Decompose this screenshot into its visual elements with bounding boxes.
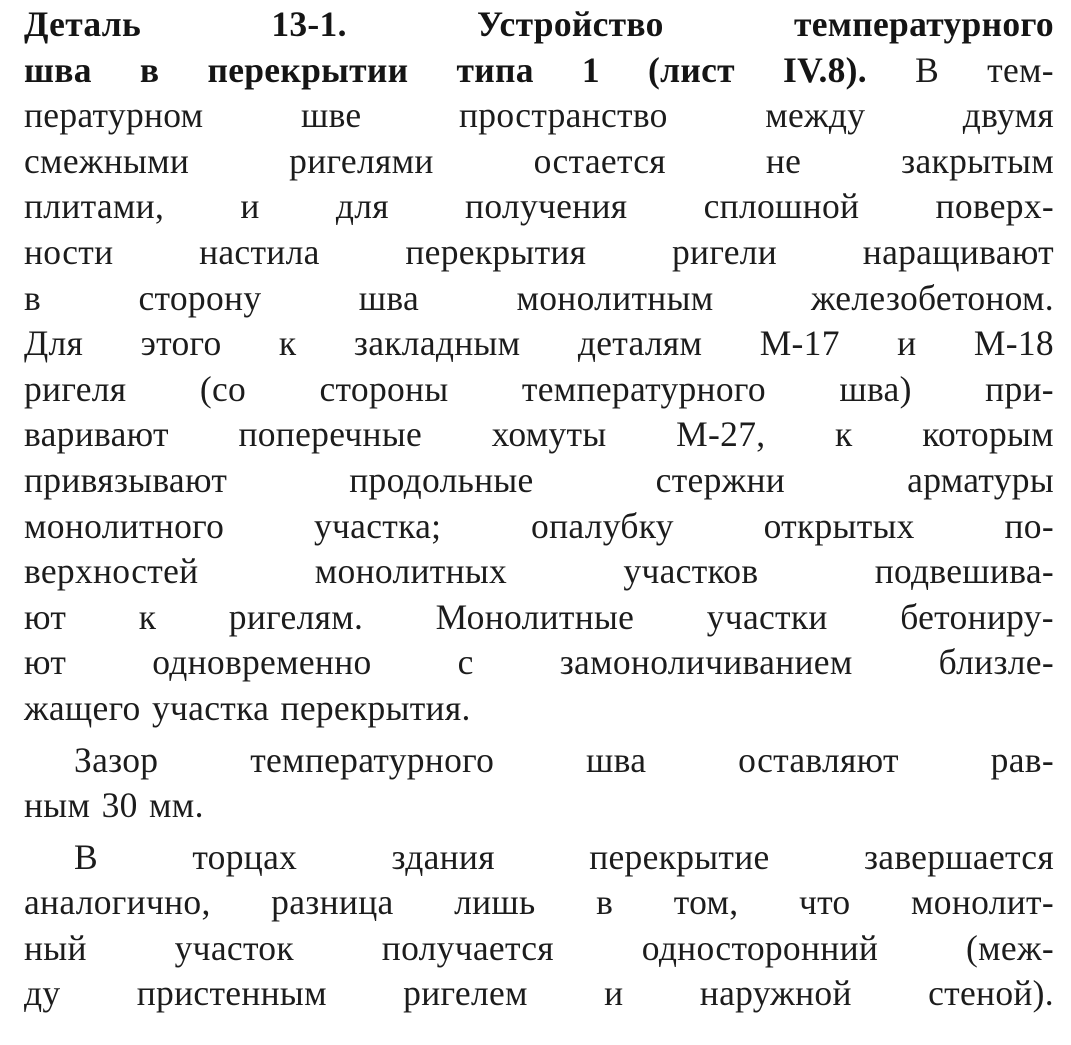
word: ный	[24, 927, 87, 968]
word: 30	[101, 785, 138, 826]
word: двумя	[962, 95, 1054, 136]
text-line	[24, 139, 1054, 185]
word: (со	[199, 368, 247, 409]
text-line	[24, 926, 1054, 972]
word: ригелями	[289, 140, 434, 181]
word: стороны	[319, 368, 449, 409]
word: шва	[586, 739, 647, 780]
word: аналогично,	[24, 882, 211, 923]
word: шва)	[839, 368, 912, 409]
word: здания	[391, 836, 495, 877]
word: В	[74, 836, 98, 877]
word: наружной	[699, 973, 852, 1014]
word: смежными	[24, 140, 190, 181]
word: железобетоном.	[810, 277, 1054, 318]
word: пературном	[24, 95, 204, 136]
word: замоноличиванием	[559, 642, 853, 683]
word: шве	[300, 95, 362, 136]
word: стеной).	[928, 973, 1054, 1014]
word: лишь	[454, 882, 536, 923]
word: получается	[381, 927, 554, 968]
word: участки	[706, 596, 828, 637]
word: стержни	[655, 459, 786, 500]
word: разница	[271, 882, 394, 923]
word: типа	[456, 49, 534, 90]
word: близле-	[938, 642, 1054, 683]
word: ют	[24, 596, 67, 637]
text-line	[24, 971, 1054, 1017]
text-line	[24, 412, 1054, 458]
word: в	[139, 49, 160, 90]
word: односторонний	[641, 927, 879, 968]
word: перекрытия.	[280, 687, 471, 728]
text-line	[24, 367, 1054, 413]
word: участка;	[313, 505, 442, 546]
paragraph	[24, 835, 1054, 1017]
word: не	[765, 140, 802, 181]
word: монолитных	[314, 551, 508, 592]
text-body	[24, 2, 1054, 1017]
word: сторону	[138, 277, 262, 318]
word: ности	[24, 231, 114, 272]
word: жащего	[24, 687, 141, 728]
word: что	[798, 882, 851, 923]
word: поверх-	[935, 186, 1054, 227]
word: монолит-	[911, 882, 1054, 923]
word: пространство	[458, 95, 668, 136]
text-line	[24, 595, 1054, 641]
word: хомуты	[491, 414, 607, 455]
word: температурного	[250, 739, 495, 780]
word: продольные	[349, 459, 534, 500]
word: подвешива-	[874, 551, 1054, 592]
word: перекрытии	[207, 49, 409, 90]
word: перекрытия	[405, 231, 587, 272]
word: поперечные	[238, 414, 423, 455]
text-line	[24, 2, 1054, 48]
text-line	[24, 835, 1054, 881]
word: мм.	[149, 785, 204, 826]
word: настила	[199, 231, 320, 272]
word: 13-1.	[271, 4, 347, 44]
word: и	[897, 323, 917, 364]
word: с	[457, 642, 474, 683]
word: ют	[24, 642, 67, 683]
word: М-17	[759, 323, 840, 364]
word: IV.8).	[782, 49, 867, 90]
word: арматуры	[907, 459, 1054, 500]
word: закладным	[353, 323, 521, 364]
word: участков	[623, 551, 759, 592]
word: монолитным	[516, 277, 714, 318]
text-line	[24, 184, 1054, 230]
word: участка	[151, 687, 270, 728]
word: ригелем	[403, 973, 528, 1014]
word: (меж-	[966, 927, 1054, 968]
word: по-	[1004, 505, 1054, 546]
paragraph	[24, 2, 1054, 732]
word: плитами,	[24, 186, 165, 227]
word: (лист	[648, 49, 735, 90]
word: Устройство	[477, 4, 664, 44]
text-line	[24, 276, 1054, 322]
word: том,	[673, 882, 739, 923]
word: Зазор	[74, 739, 159, 780]
word: между	[765, 95, 866, 136]
text-line	[24, 321, 1054, 367]
text-line	[24, 686, 1054, 732]
word: М-27,	[676, 414, 766, 455]
word: в	[596, 882, 614, 923]
text-line	[24, 549, 1054, 595]
word: закрытым	[901, 140, 1054, 181]
word: открытых	[763, 505, 915, 546]
word: ригели	[671, 231, 778, 272]
word: к	[138, 596, 157, 637]
word: тем-	[987, 49, 1054, 90]
word: Монолитные	[435, 596, 635, 637]
word: привязывают	[24, 459, 228, 500]
word: пристенным	[136, 973, 327, 1014]
word: при-	[985, 368, 1054, 409]
word: опалубку	[531, 505, 674, 546]
word: монолитного	[24, 505, 225, 546]
word: рав-	[990, 739, 1054, 780]
word: ригелям.	[228, 596, 364, 637]
word: которым	[922, 414, 1054, 455]
text-line	[24, 880, 1054, 926]
word: для	[335, 186, 389, 227]
document-page	[24, 2, 1054, 1042]
word: и	[604, 973, 624, 1014]
word: ду	[24, 973, 61, 1014]
text-line	[24, 783, 1054, 829]
word: наращивают	[862, 231, 1054, 272]
word: и	[240, 186, 260, 227]
text-line	[24, 93, 1054, 139]
word: оставляют	[738, 739, 899, 780]
word: В	[915, 49, 940, 90]
word: одновременно	[152, 642, 372, 683]
word: к	[278, 323, 297, 364]
word: температурного	[793, 4, 1054, 44]
word: верхностей	[24, 551, 199, 592]
word: температурного	[521, 368, 766, 409]
word: ригеля	[24, 368, 127, 409]
word: Деталь	[24, 4, 142, 44]
word: сплошной	[703, 186, 860, 227]
word: остается	[533, 140, 666, 181]
word: М-18	[973, 323, 1054, 364]
text-line	[24, 504, 1054, 550]
text-line	[24, 458, 1054, 504]
word: деталям	[577, 323, 703, 364]
word: варивают	[24, 414, 169, 455]
text-line	[24, 738, 1054, 784]
word: бетониру-	[900, 596, 1054, 637]
word: шва	[24, 49, 92, 90]
word: ным	[24, 785, 91, 826]
text-line	[24, 230, 1054, 276]
word: завершается	[863, 836, 1054, 877]
text-line	[24, 640, 1054, 686]
word: 1	[581, 49, 600, 90]
text-line	[24, 48, 1054, 94]
paragraph	[24, 738, 1054, 829]
word: получения	[465, 186, 628, 227]
word: участок	[174, 927, 294, 968]
word: торцах	[192, 836, 298, 877]
word: этого	[140, 323, 222, 364]
word: к	[835, 414, 853, 455]
word: перекрытие	[589, 836, 770, 877]
word: Для	[24, 323, 84, 364]
word: в	[24, 277, 42, 318]
word: шва	[358, 277, 420, 318]
